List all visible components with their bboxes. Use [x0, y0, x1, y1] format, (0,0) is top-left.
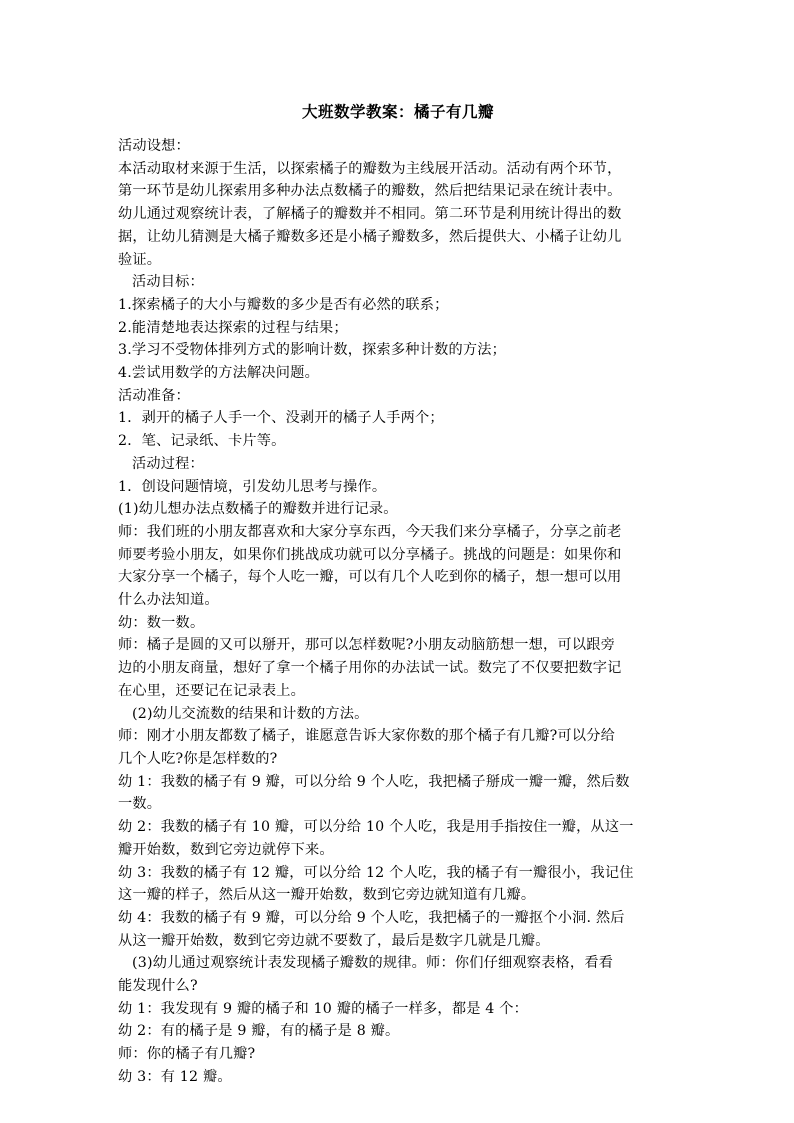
text-line: 本活动取材来源于生活，以探索橘子的瓣数为主线展开活动。活动有两个环节， [118, 160, 622, 177]
text-line: 能发现什么? [118, 978, 198, 995]
text-line: 据，让幼儿猜测是大橘子瓣数多还是小橘子瓣数多，然后提供大、小橘子让幼儿 [118, 228, 622, 245]
text-line: 2.能清楚地表达探索的过程与结果； [118, 319, 348, 336]
text-line: 大家分享一个橘子，每个人吃一瓣，可以有几个人吃到你的橘子，想一想可以用 [118, 569, 622, 586]
text-line: 1．创设问题情境，引发幼儿思考与操作。 [118, 478, 387, 495]
text-line: 第一环节是幼儿探索用多种办法点数橘子的瓣数，然后把结果记录在统计表中。 [118, 183, 622, 200]
text-line: 师：你的橘子有几瓣? [118, 1046, 256, 1063]
text-line: 幼 2：有的橘子是 9 瓣，有的橘子是 8 瓣。 [118, 1023, 400, 1040]
text-line: 师要考验小朋友，如果你们挑战成功就可以分享橘子。挑战的问题是：如果你和 [118, 546, 622, 563]
text-line: 这一瓣的样子，然后从这一瓣开始数，数到它旁边就知道有几瓣。 [118, 887, 536, 904]
text-line: 活动准备： [118, 387, 190, 404]
text-line: 幼：数一数。 [118, 614, 205, 631]
text-line: (1)幼儿想办法点数橘子的瓣数并进行记录。 [118, 501, 398, 518]
text-line: 从这一瓣开始数，数到它旁边就不要数了，最后是数字几就是几瓣。 [118, 932, 550, 949]
text-line: 师：橘子是圆的又可以掰开，那可以怎样数呢?小朋友动脑筋想一想，可以跟旁 [118, 637, 615, 654]
text-line: 活动过程： [132, 455, 204, 472]
document-page [118, 100, 678, 1089]
text-line: 幼 1：我数的橘子有 9 瓣，可以分给 9 个人吃，我把橘子掰成一瓣一瓣，然后数 [118, 773, 630, 790]
text-line: 幼 3：我数的橘子有 12 瓣，可以分给 12 个人吃，我的橘子有一瓣很小，我记住 [118, 864, 634, 881]
document-body [118, 135, 678, 1089]
text-line: 幼 4：我数的橘子有 9 瓣，可以分给 9 个人吃，我把橘子的一瓣抠个小洞. 然后 [118, 909, 625, 926]
text-line: 4.尝试用数学的方法解决问题。 [118, 365, 319, 382]
text-line: 几个人吃?你是怎样数的? [118, 750, 278, 767]
text-line: (2)幼儿交流数的结果和计数的方法。 [132, 705, 369, 722]
text-line: 3.学习不受物体排列方式的影响计数，探索多种计数的方法； [118, 342, 507, 359]
text-line: 一数。 [118, 796, 162, 813]
text-line: 验证。 [118, 251, 162, 268]
text-line: 1.探索橘子的大小与瓣数的多少是否有必然的联系； [118, 296, 449, 313]
text-line: 活动设想： [118, 138, 190, 154]
text-line: 边的小朋友商量，想好了拿一个橘子用你的办法试一试。数完了不仅要把数字记 [118, 660, 622, 677]
text-line: 活动目标： [132, 274, 204, 291]
text-line: 幼儿通过观察统计表，了解橘子的瓣数并不相同。第二环节是利用统计得出的数 [118, 206, 622, 223]
text-line: 2．笔、记录纸、卡片等。 [118, 433, 286, 450]
text-line: 在心里，还要记在记录表上。 [118, 682, 306, 699]
text-line: 瓣开始数，数到它旁边就停下来。 [118, 841, 334, 858]
text-line: 师：我们班的小朋友都喜欢和大家分享东西，今天我们来分享橘子，分享之前老 [118, 523, 622, 540]
text-line: 1．剥开的橘子人手一个、没剥开的橘子人手两个； [118, 410, 444, 427]
text-line: 什么办法知道。 [118, 592, 219, 609]
text-line: 幼 2：我数的橘子有 10 瓣，可以分给 10 个人吃，我是用手指按住一瓣，从这一 [118, 819, 634, 836]
text-line: 幼 3：有 12 瓣。 [118, 1068, 232, 1085]
text-line: 幼 1：我发现有 9 瓣的橘子和 10 瓣的橘子一样多，都是 4 个： [118, 1000, 529, 1017]
text-line: (3)幼儿通过观察统计表发现橘子瓣数的规律。师：你们仔细观察表格，看看 [132, 955, 614, 972]
text-line: 师：刚才小朋友都数了橘子，谁愿意告诉大家你数的那个橘子有几瓣?可以分给 [118, 728, 615, 745]
document-title: 大班数学教案：橘子有几瓣 [301, 102, 494, 121]
